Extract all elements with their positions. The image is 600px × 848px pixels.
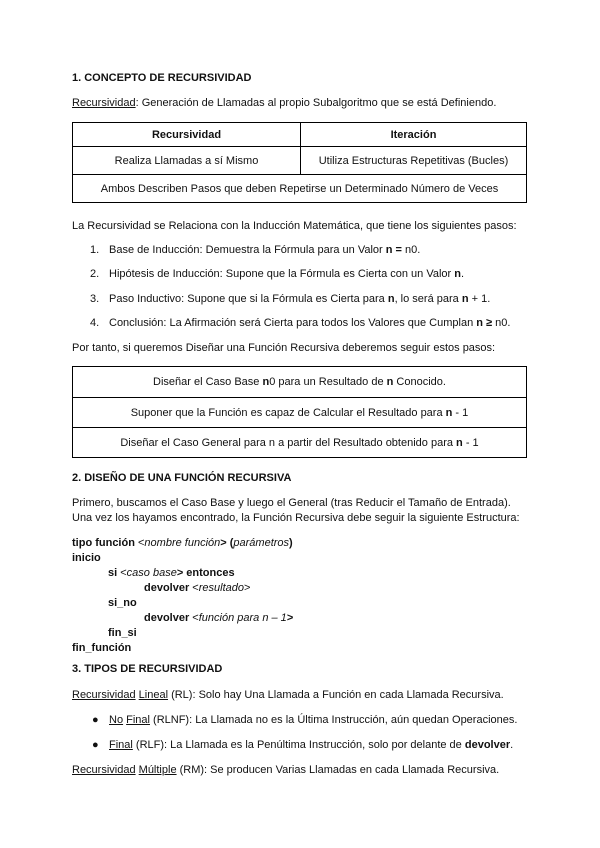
table-row (73, 398, 527, 428)
table-row (73, 367, 527, 398)
design-steps-table (72, 366, 527, 458)
code-line: devolver <resultado> (144, 582, 251, 594)
list-item: ● No Final (RLNF): La Llamada no es la Última Instrucción, aún quedan Operaciones. (92, 714, 518, 726)
table-header-cell: Iteración (301, 123, 527, 147)
table-cell: Diseñar el Caso Base n0 para un Resultado de n Conocido. (73, 367, 527, 398)
recursion-definition (72, 97, 496, 109)
code-line: tipo función <nombre función> (parámetros) (72, 537, 293, 549)
section-1-heading: 1. CONCEPTO DE RECURSIVIDAD (72, 72, 252, 84)
code-line: si <caso base> entonces (108, 567, 235, 579)
table-row (73, 428, 527, 458)
design-paragraph-line-2: Una vez los hayamos encontrado, la Función Recursiva debe seguir la siguiente Estructura: (72, 512, 520, 524)
code-line: si_no (108, 597, 137, 609)
list-item: ● Final (RLF): La Llamada es la Penúltima Instrucción, solo por delante de devolver. (92, 739, 514, 751)
table-cell: Suponer que la Función es capaz de Calcular el Resultado para n - 1 (73, 398, 527, 428)
table-header-cell: Recursividad (73, 123, 301, 147)
table-cell: Realiza Llamadas a sí Mismo (73, 147, 301, 175)
table-row (73, 147, 527, 175)
comparison-table (72, 122, 527, 203)
bullet-icon: ● (92, 714, 99, 726)
table-row (73, 175, 527, 203)
list-item: 4. Conclusión: La Afirmación será Cierta para todos los Valores que Cumplan n ≥ n0. (90, 317, 511, 329)
code-line: inicio (72, 552, 101, 564)
bullet-icon: ● (92, 739, 99, 751)
code-line: fin_función (72, 642, 132, 654)
table-span-cell: Ambos Describen Pasos que deben Repetirse un Determinado Número de Veces (73, 175, 527, 203)
section-3-heading: 3. TIPOS DE RECURSIVIDAD (72, 663, 223, 675)
list-item: 2. Hipótesis de Inducción: Supone que la Fórmula es Cierta con un Valor n. (90, 268, 465, 280)
linear-recursion-definition: Recursividad Lineal (RL): Solo hay Una Llamada a Función en cada Llamada Recursiva. (72, 689, 504, 701)
list-item: 1. Base de Inducción: Demuestra la Fórmula para un Valor n = n0. (90, 244, 421, 256)
code-line: devolver <función para n – 1> (144, 612, 294, 624)
table-header-row (73, 123, 527, 147)
code-line: fin_si (108, 627, 137, 639)
definition-term: Recursividad (72, 97, 136, 109)
table-cell: Utiliza Estructuras Repetitivas (Bucles) (301, 147, 527, 175)
table-cell: Diseñar el Caso General para n a partir del Resultado obtenido para n - 1 (73, 428, 527, 458)
section-2-heading: 2. DISEÑO DE UNA FUNCIÓN RECURSIVA (72, 472, 292, 484)
list-item: 3. Paso Inductivo: Supone que si la Fórmula es Cierta para n, lo será para n + 1. (90, 293, 491, 305)
multiple-recursion-definition: Recursividad Múltiple (RM): Se producen Varias Llamadas en cada Llamada Recursiva. (72, 764, 500, 776)
induction-intro: La Recursividad se Relaciona con la Inducción Matemática, que tiene los siguientes pasos: (72, 220, 517, 232)
definition-text: : Generación de Llamadas al propio Subalgoritmo que se está Definiendo. (135, 97, 497, 109)
design-paragraph-line-1: Primero, buscamos el Caso Base y luego el General (tras Reducir el Tamaño de Entrada). (72, 497, 511, 509)
design-intro: Por tanto, si queremos Diseñar una Función Recursiva deberemos seguir estos pasos: (72, 342, 496, 354)
